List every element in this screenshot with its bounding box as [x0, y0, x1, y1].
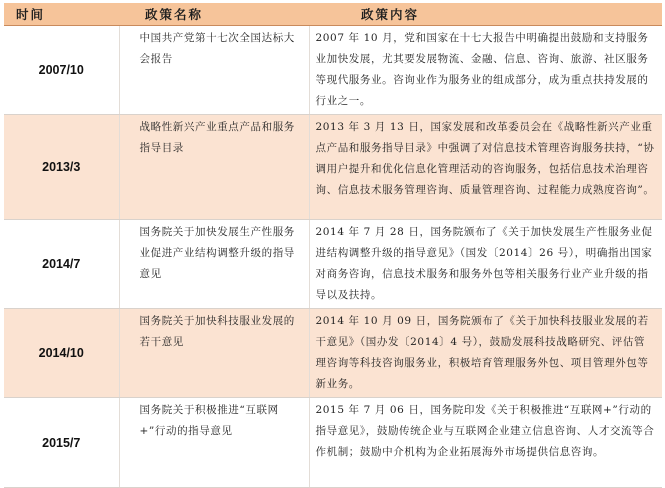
table-row [4, 26, 662, 115]
row-time: 2013/3 [4, 115, 119, 220]
row-time: 2014/7 [4, 220, 119, 309]
table-row [4, 115, 662, 220]
table-row [4, 309, 662, 398]
row-policy-content: 2014 年 7 月 28 日，国务院颁布了《关于加快发展生产性服务业促进结构调整升级的指导意见》（国发〔2014〕26 号），明确指出国家对商务咨询，信息技术服务和服务外包等相关服务行业产业升级的指导以及扶持。 [309, 220, 662, 309]
header-policy-name: 政策名称 [119, 3, 309, 26]
table-row [4, 398, 662, 488]
row-time: 2015/7 [4, 398, 119, 488]
row-policy-content: 2014 年 10 月 09 日，国务院颁布了《关于加快科技服业发展的若干意见》（国办发〔2014〕4 号），鼓励发展科技战略研究、评估管理咨询等科技咨询服务业，积极培育管理服务外包、项目管理外包等新业务。 [309, 309, 662, 398]
row-policy-name: 国务院关于积极推进“互联网+”行动的指导意见 [119, 398, 309, 488]
row-policy-name: 国务院关于加快科技服业发展的若干意见 [119, 309, 309, 398]
row-policy-content: 2015 年 7 月 06 日，国务院印发《关于积极推进“互联网+”行动的指导意见》，鼓励传统企业与互联网企业建立信息咨询、人才交流等合作机制；鼓励中介机构为企业拓展海外市场提供信息咨询。 [309, 398, 662, 488]
policy-table [4, 3, 662, 488]
header-time: 时间 [4, 3, 119, 26]
row-policy-content: 2007 年 10 月，党和国家在十七大报告中明确提出鼓励和支持服务业加快发展，尤其要发展物流、金融、信息、咨询、旅游、社区服务等现代服务业。咨询业作为服务业的组成部分，成为重点扶持发展的行业之一。 [309, 26, 662, 115]
row-time: 2007/10 [4, 26, 119, 115]
row-time: 2014/10 [4, 309, 119, 398]
row-policy-content: 2013 年 3 月 13 日，国家发展和改革委员会在《战略性新兴产业重点产品和服务指导目录》中强调了对信息技术管理咨询服务扶持，“协调用户提升和优化信息化管理活动的咨询服务，包括信息技术治理咨询、信息技术服务管理咨询、质量管理咨询、过程能力成熟度咨询”。 [309, 115, 662, 220]
row-policy-name: 中国共产党第十七次全国达标大会报告 [119, 26, 309, 115]
header-row [4, 3, 662, 26]
row-policy-name: 战略性新兴产业重点产品和服务指导目录 [119, 115, 309, 220]
table-row [4, 220, 662, 309]
header-policy-content: 政策内容 [309, 3, 662, 26]
row-policy-name: 国务院关于加快发展生产性服务业促进产业结构调整升级的指导意见 [119, 220, 309, 309]
